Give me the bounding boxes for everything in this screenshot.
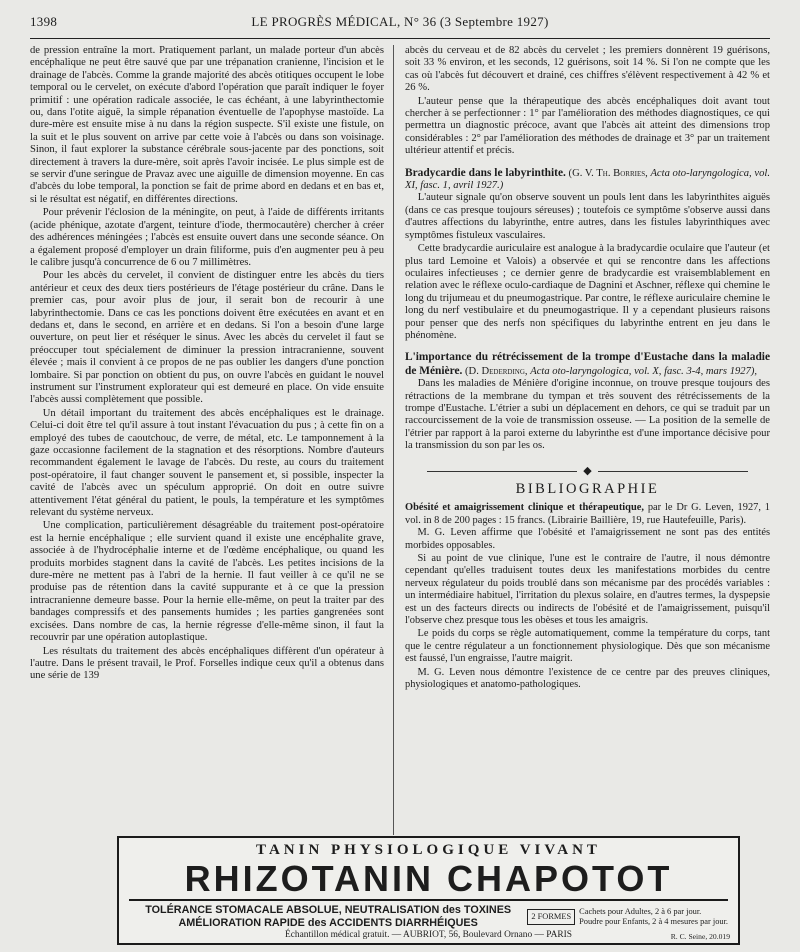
paragraph: L'auteur signale qu'on observe souvent un pouls lent dans les labyrinthites aiguës (dans ce cas presque toujours séreuses) ; toutefois ce symptôme s'observe aussi dans d'autres affections du labyrinthe, entre autres, dans les fistules labyrinthiques avec symptômes fistuleux vasculaires. <box>405 192 770 241</box>
header-rule <box>30 38 770 39</box>
advertisement-rhizotanin <box>117 836 740 945</box>
page-number: 1398 <box>30 14 58 29</box>
right-column <box>394 45 770 835</box>
paragraph: M. G. Leven nous démontre l'existence de ce centre par des preuves cliniques, physiologiques et anatomo-pathologiques. <box>405 666 770 691</box>
paragraph: Cette bradycardie auriculaire est analogue à la bradycardie oculaire que l'auteur (et plus tard Lemoine et Valois) a observée et qui se rencontre dans les affections oculaires infectieuses ; ce dernier genre de bradycardie est vraisemblablement en relation avec le réflexe oculo-cardiaque de Dagnini et Aschner, réflexe qui chemine le long du trijumeau et du pneumogastrique. Par contre, le réflexe auriculaire chemine le long du nerf vestibulaire et du pneumogastrique. Il y a cependant plusieurs raisons pour penser que des nerfs non spécifiques du labyrinthe entrent en jeu dans le phénomène. <box>405 243 770 341</box>
ad-claim-2: AMÉLIORATION RAPIDE des ACCIDENTS DIARRHÉIQUES <box>178 916 478 929</box>
paragraph: L'auteur pense que la thérapeutique des abcès encéphaliques doit avant tout chercher à se perfectionner : 1° par l'amélioration des méthodes diagnostiques, ce qui permettra un diagnostic précoce, avant que l'abcès ait atteint des dimensions trop considérables : 2° par l'amélioration des méthodes de drainage et 3° par un traitement ultérieur attentif et précis. <box>405 95 770 157</box>
section-author: (D. Dederding, <box>465 365 528 377</box>
abstract-bradycardie <box>405 167 770 343</box>
paragraph: Si au point de vue clinique, l'une est le contraire de l'autre, il nous démontre cependant qu'elles traduisent toutes deux les manifestations morbides du centre nerveux régulateur du poids troublé dans son mécanisme par des procédés variables : un intermédiaire habituel, l'irritation du plexus solaire, en d'autres termes, la dyspepsie est un des facteurs directs ou indirects de l'obésité et de l'amaigrissement, puisqu'il l'observe chez presque tous les obèses et tous les amaigris. <box>405 553 770 627</box>
ad-forme-child: Poudre pour Enfants, 2 à 4 mesures par jour. <box>579 916 728 926</box>
bibliography-entry <box>405 502 770 691</box>
paragraph: Un détail important du traitement des abcès encéphaliques est le drainage. Celui-ci doit être tel qu'il assure à tout instant l'évacuation du pus ; à cette fin on a employé des tubes de caoutchouc, de verre, de métal, etc. Le tamponnement à la gaze occasionne facilement de la stagnation et des résorptions. Nombre d'auteurs recommandent également le lavage de l'abcès. Du reste, au cours du traitement post-opératoire, il faut changer souvent le pansement et, si possible, inspecter la cavité de l'abcès avec un spéculum approprié. On doit en outre suivre attentivement l'état général du patient, le pouls, la température et les symptômes relevant du système nerveux. <box>30 407 384 519</box>
abstract-trompe-eustache <box>405 351 770 452</box>
paragraph: de pression entraîne la mort. Pratiquement parlant, un malade porteur d'un abcès encéphalique ne peut être sauvé que par une trépanation cranienne, l'incision et le drainage de l'abcès. Comme la grande majorité des abcès otitiques occupent le lobe temporal ou le cervelet, on exécute d'abord l'opération que paraît indiquer le foyer primitif : une opération radicale associée, le cas échéant, à une labyrinthectomie ou, dans l'otite aiguë, la simple répanation éventuelle de l'apophyse mastoïde. La dure-mère est ensuite mise à nu dans la région suspecte. S'il existe une fistule, on la suit et le plus souvent on arrive par cette voie à l'abcès ou dans son voisinage. Sinon, il faut explorer la substance cérébrale sous-jacente par des ponctions, soit directement à travers la dure-mère, soit après l'avoir incisée. Le plus simple est de se servir d'une seringue de Pravaz avec une aiguille de dimension moyenne. En cas d'abcès du lobe temporal, la ponction se fait de prime abord en dedans et en bas et, si le résultat est négatif, en différentes directions. <box>30 45 384 205</box>
book-details: par le Dr G. Leven, 1927, 1 vol. in 8 de 200 pages : 15 francs. (Librairie Baillière, 19, rue Hautefeuille, Paris). <box>405 502 770 526</box>
section-title: L'importance du rétrécissement de la trompe d'Eustache dans la maladie de Ménière. <box>405 351 770 377</box>
running-header <box>30 14 770 34</box>
ad-dosage-forms <box>527 907 728 927</box>
ad-tagline: TANIN PHYSIOLOGIQUE VIVANT <box>256 842 601 858</box>
section-author: (G. V. Th. Borries, <box>568 167 648 179</box>
paragraph: abcès du cerveau et de 82 abcès du cervelet ; les premiers donnèrent 19 guérisons, soit 33 % environ, et les seconds, 12 guérisons, soit 14 %. Si l'on ne compte que les cas où l'abcès fut découvert et drainé, ces chiffres s'élèvent respectivement à 42 % et 26 %. <box>405 45 770 94</box>
ad-registre: R. C. Seine, 20.019 <box>670 932 730 941</box>
section-reference: Acta oto-laryngologica, vol. XI, fasc. 1, avril 1927.) <box>405 167 770 192</box>
section-divider: ◆ <box>405 465 770 477</box>
ad-claims <box>129 904 527 929</box>
ad-claim-1: TOLÉRANCE STOMACALE ABSOLUE, NEUTRALISATION des TOXINES <box>145 904 512 916</box>
paragraph: Dans les maladies de Ménière d'origine inconnue, on trouve presque toujours des rétractions de la membrane du tympan et très souvent des rétrécissements de la trompe d'Eustache. L'étrier a subi un déplacement en dehors, ce qui se traduit par un raccourcissement de la voie de transmission osseuse. — La position de la semelle de l'étrier par rapport à la paroi externe du labyrinthe est d'une importance décisive pour la transmission du son par les os. <box>405 378 770 452</box>
ad-brand-name: RHIZOTANIN CHAPOTOT <box>184 858 673 899</box>
ad-formes-badge: 2 FORMES <box>527 909 575 925</box>
paragraph: Pour prévenir l'éclosion de la méningite, on peut, à l'aide de différents irritants (acide phénique, azotate d'argent, teinture d'iode, thermocautère) chercher à créer des adhérences méningées ; l'abcès est ensuite ouvert dans une seconde séance. On a également proposé d'employer un drain filiforme, puis d'en augmenter peu à peu le calibre jusqu'à concurrence de 6 ou 7 millimètres. <box>30 207 384 268</box>
bibliography-heading: BIBLIOGRAPHIE <box>515 481 660 497</box>
section-title: Bradycardie dans le labyrinthite. <box>405 166 566 179</box>
book-title: Obésité et amaigrissement clinique et thérapeutique, <box>405 502 644 514</box>
paragraph: Le poids du corps se règle automatiquement, comme la température du corps, tant que le centre régulateur a un fonctionnement physiologique. Dès que son mécanisme est faussé, l'un engraisse, l'autre maigrit. <box>405 628 770 665</box>
paragraph: M. G. Leven affirme que l'obésité et l'amaigrissement ne sont pas des entités morbides opposables. <box>405 527 770 551</box>
journal-title: LE PROGRÈS MÉDICAL, N° 36 (3 Septembre 1927) <box>251 14 549 29</box>
two-column-body <box>30 45 770 835</box>
paragraph: Pour les abcès du cervelet, il convient de distinguer entre les abcès du tiers antérieur et ceux des deux tiers postérieurs de l'étage postérieur du crâne. Dans le premier cas, pour avoir plus de jour, il serait bon de recourir à une labyrinthectomie. Dans ce cas les ponctions doivent être exécutées en avant et en dedans et, dans le second, en arrière et en dedans. Si l'on a besoin d'une large ouverture, on peut lier et réséquer le sinus. Avec les abcès du cervelet il faut se préoccuper tout spécialement de diminuer la pression intracranienne, souvent élevée ; mais il convient à ce propos de ne pas oublier les dangers d'une ponction lombaire. Si par ponction on obtient du pus, on ouvre l'abcès en guidant le nouvel instrument sur l'instrument explorateur qui est demeuré en place. On vide ensuite l'abcès aussi complètement que possible. <box>30 270 384 406</box>
right-intro-paragraphs <box>405 45 770 158</box>
ad-address: Échantillon médical gratuit. — AUBRIOT, 56, Boulevard Ornano — PARIS <box>285 930 572 940</box>
left-column <box>30 45 394 835</box>
section-reference: Acta oto-laryngologica, vol. X, fasc. 3-4, mars 1927), <box>530 365 758 377</box>
paragraph: Les résultats du traitement des abcès encéphaliques diffèrent d'un opérateur à l'autre. Dans le présent travail, le Prof. Forselles indique ceux qu'il a obtenus dans une série de 139 <box>30 645 384 682</box>
paragraph: Une complication, particulièrement désagréable du traitement post-opératoire est la hernie encéphalique ; elle survient quand il existe une encéphalite grave, associée à de l'hydrocéphalie interne et de l'œdème encéphalique, ou quand les produits morbides stagnent dans la cavité de l'abcès. Les petites incisions de la dure-mère ne mettent pas à l'abri de la hernie. Il faut veiller à ce qu'il ne se produise pas de rétention dans la cavité suppurante et à ce que la pression intracranienne demeure basse. Pour la hernie elle-même, on peut la traiter par des bandages compressifs et des pansements humides ; les parties gangrenées sont excisées. Dans nombre de cas, la hernie régresse d'elle-même sinon, il faut la recouvrir par une opération autoplastique. <box>30 520 384 644</box>
ad-forme-adult: Cachets pour Adultes, 2 à 6 par jour. <box>579 906 702 916</box>
